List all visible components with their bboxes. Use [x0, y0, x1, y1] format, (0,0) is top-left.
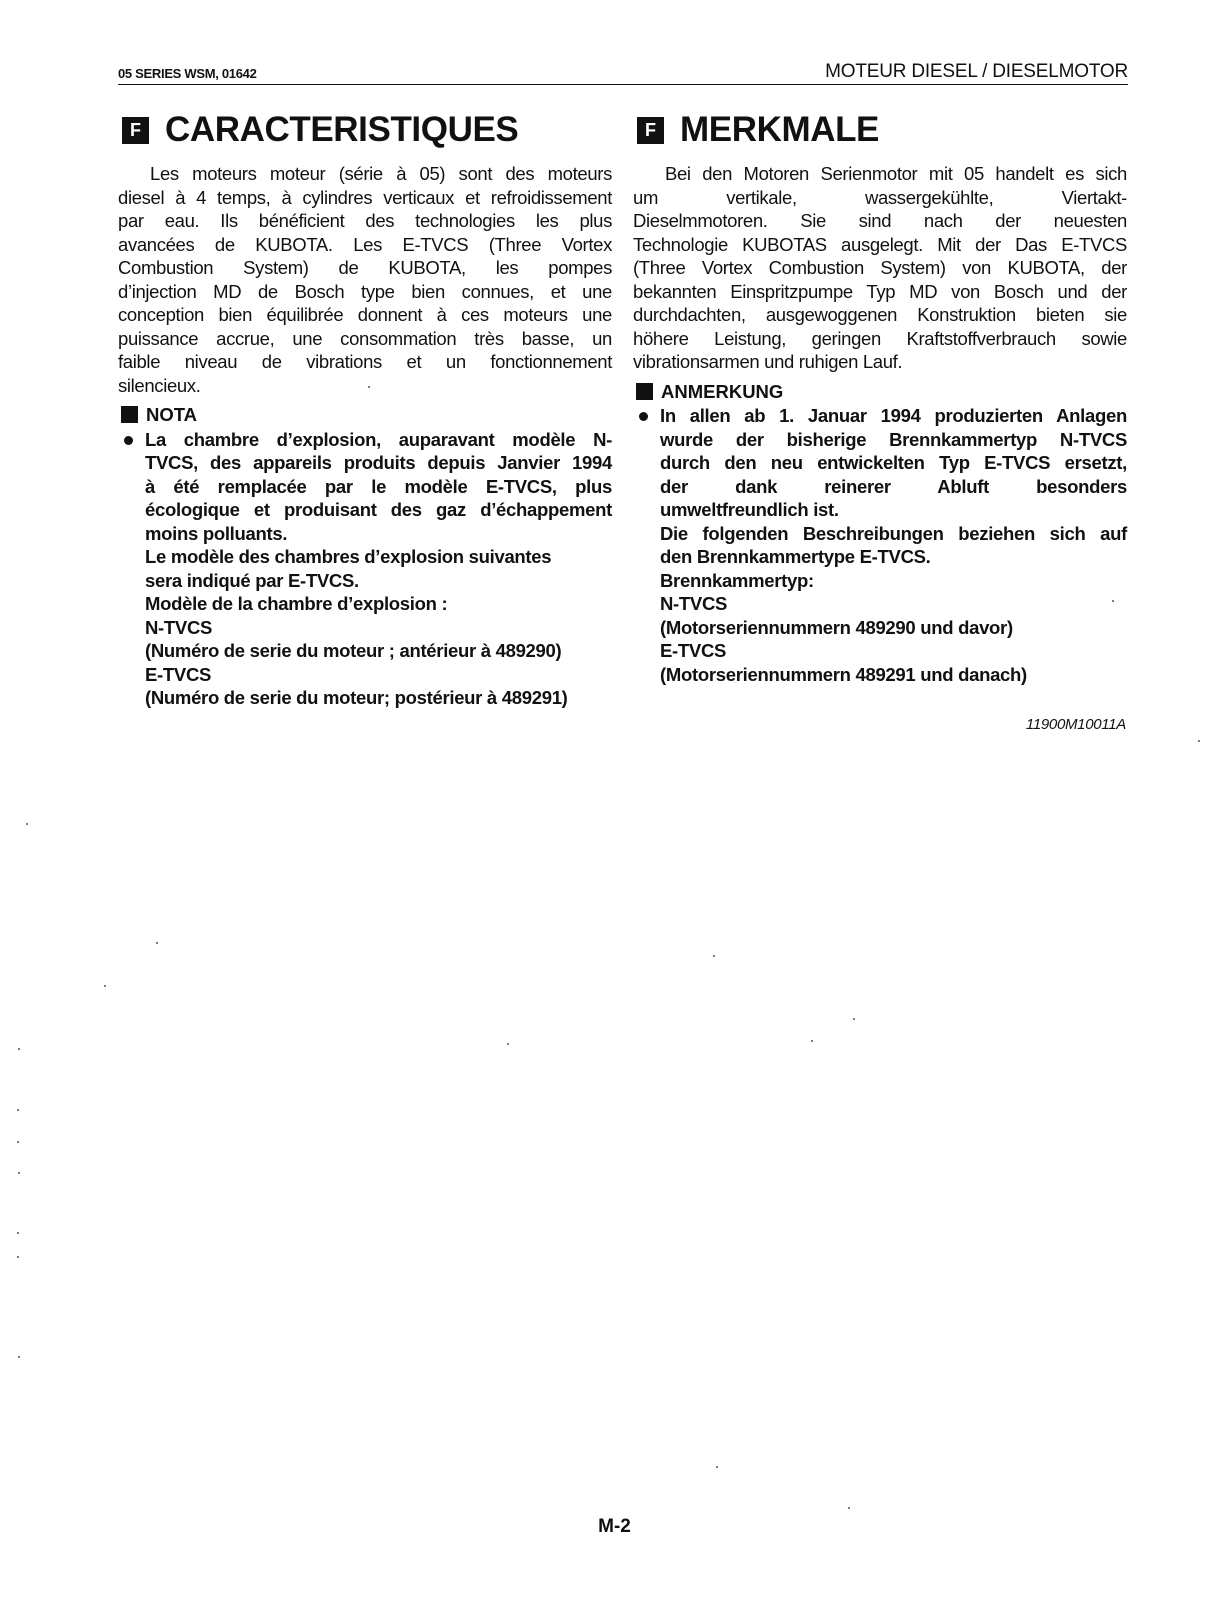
- paragraph-line: conception bien équilibrée donnent à ces moteurs une: [118, 304, 612, 325]
- paragraph-line: d’injection MD de Bosch type bien connues, et une: [118, 280, 612, 302]
- french-title: CARACTERISTIQUES: [165, 110, 519, 149]
- paragraph-line: Bei den Motoren Serienmotor mit 05 handelt es sich: [665, 163, 1127, 184]
- paragraph-line: silencieux.: [118, 374, 201, 396]
- language-badge-icon: F: [637, 117, 664, 144]
- reference-code: 11900M10011A: [1025, 716, 1126, 733]
- chapter-title: MOTEUR DIESEL / DIESELMOTOR: [825, 61, 1128, 82]
- paragraph-line: vibrationsarmen und ruhigen Lauf.: [633, 351, 903, 372]
- note-line: den Brennkammertype E-TVCS.: [660, 546, 931, 567]
- scan-speck: [18, 1172, 20, 1174]
- note-line: E-TVCS: [145, 663, 212, 685]
- note-line: durch den neu entwickelten Typ E-TVCS ersetzt,: [660, 452, 1127, 473]
- bullet-icon: [124, 436, 133, 445]
- bullet-icon: [639, 412, 648, 421]
- french-note-body: [145, 428, 612, 710]
- scan-speck: [17, 1232, 19, 1234]
- scan-speck: [1112, 600, 1114, 602]
- note-square-icon: [121, 406, 138, 423]
- paragraph-line: avancées de KUBOTA. Les E-TVCS (Three Vortex: [118, 233, 612, 255]
- paragraph-line: (Three Vortex Combustion System) von KUBOTA, der: [633, 257, 1127, 278]
- note-line: Le modèle des chambres d’explosion suivantes: [145, 546, 552, 567]
- note-line: Die folgenden Beschreibungen beziehen sich auf: [660, 522, 1127, 544]
- french-note-item: [118, 428, 612, 710]
- note-line: N-TVCS: [145, 616, 213, 638]
- scan-speck: [853, 1018, 855, 1020]
- note-line: In allen ab 1. Januar 1994 produzierten Anlagen: [660, 405, 1127, 426]
- note-line: (Motorseriennummern 489291 und danach): [660, 663, 1027, 685]
- german-section-title: [633, 106, 1127, 154]
- scan-speck: [17, 1109, 19, 1111]
- scan-speck: [156, 942, 158, 944]
- page-number: M-2: [598, 1516, 631, 1537]
- german-note-heading: [633, 380, 1127, 404]
- paragraph-line: durchdachten, ausgewoggenen Konstruktion bieten sie: [633, 304, 1127, 325]
- german-note-body: [660, 404, 1127, 686]
- note-line: wurde der bisherige Brennkammertyp N-TVCS: [660, 428, 1127, 450]
- paragraph-line: Combustion System) de KUBOTA, les pompes: [118, 257, 612, 278]
- scan-speck: [17, 1141, 19, 1143]
- french-section-title: [118, 106, 612, 154]
- note-line: (Numéro de serie du moteur; postérieur à 489291): [145, 687, 568, 708]
- note-line: Modèle de la chambre d’explosion :: [145, 593, 448, 614]
- scan-speck: [1198, 740, 1200, 742]
- german-paragraph-body: [633, 186, 1127, 374]
- scan-speck: [716, 1466, 718, 1468]
- note-square-icon: [636, 383, 653, 400]
- manual-code: 05 SERIES WSM, 01642: [118, 66, 257, 81]
- scan-speck: [104, 985, 106, 987]
- page-header: [118, 58, 1128, 85]
- scan-speck: [17, 1256, 19, 1258]
- scan-speck: [18, 1048, 20, 1050]
- german-title: MERKMALE: [680, 110, 880, 149]
- paragraph-line: bekannten Einspritzpumpe Typ MD von Bosch und der: [633, 280, 1127, 302]
- note-line: (Numéro de serie du moteur ; antérieur à 489290): [145, 640, 562, 661]
- french-paragraph-body: [118, 186, 612, 398]
- note-line: E-TVCS: [660, 640, 727, 661]
- german-paragraph: [633, 162, 1127, 186]
- note-line: à été remplacée par le modèle E-TVCS, plus: [145, 475, 612, 497]
- scan-speck: [18, 1356, 20, 1358]
- note-heading-label: ANMERKUNG: [661, 380, 784, 402]
- paragraph-line: par eau. Ils bénéficient des technologies les plus: [118, 210, 612, 231]
- french-column: [118, 106, 612, 710]
- note-line: TVCS, des appareils produits depuis Janvier 1994: [145, 452, 612, 473]
- note-line: (Motorseriennummern 489290 und davor): [660, 616, 1013, 638]
- scan-speck: [713, 955, 715, 957]
- german-note-item: [633, 404, 1127, 686]
- note-line: La chambre d’explosion, auparavant modèle N-: [145, 428, 612, 450]
- scan-speck: [811, 1040, 813, 1042]
- paragraph-line: Dieselmmotoren. Sie sind nach der neuesten: [633, 210, 1127, 231]
- scan-speck: [368, 386, 370, 388]
- note-line: sera indiqué par E-TVCS.: [145, 569, 359, 591]
- note-line: écologique et produisant des gaz d’échappement: [145, 499, 612, 520]
- french-note-heading: [118, 403, 612, 427]
- language-badge-icon: F: [122, 117, 149, 144]
- paragraph-line: faible niveau de vibrations et un fonctionnement: [118, 351, 612, 372]
- scan-speck: [507, 1043, 509, 1045]
- german-column: [633, 106, 1127, 686]
- scan-speck: [848, 1507, 850, 1509]
- note-line: umweltfreundlich ist.: [660, 499, 839, 520]
- note-heading-label: NOTA: [146, 404, 198, 425]
- note-line: N-TVCS: [660, 593, 728, 614]
- scan-speck: [26, 823, 28, 825]
- french-paragraph: [118, 162, 612, 186]
- note-line: der dank reinerer Abluft besonders: [660, 475, 1127, 497]
- note-line: Brennkammertyp:: [660, 569, 814, 591]
- paragraph-line: puissance accrue, une consommation très basse, un: [118, 327, 612, 349]
- paragraph-line: höhere Leistung, geringen Kraftstoffverbrauch sowie: [633, 327, 1127, 349]
- paragraph-line: Les moteurs moteur (série à 05) sont des moteurs: [150, 163, 612, 184]
- paragraph-line: Technologie KUBOTAS ausgelegt. Mit der Das E-TVCS: [633, 233, 1127, 255]
- paragraph-line: diesel à 4 temps, à cylindres verticaux et refroidissement: [118, 186, 612, 208]
- paragraph-line: um vertikale, wassergekühlte, Viertakt-: [633, 186, 1127, 208]
- note-line: moins polluants.: [145, 522, 288, 544]
